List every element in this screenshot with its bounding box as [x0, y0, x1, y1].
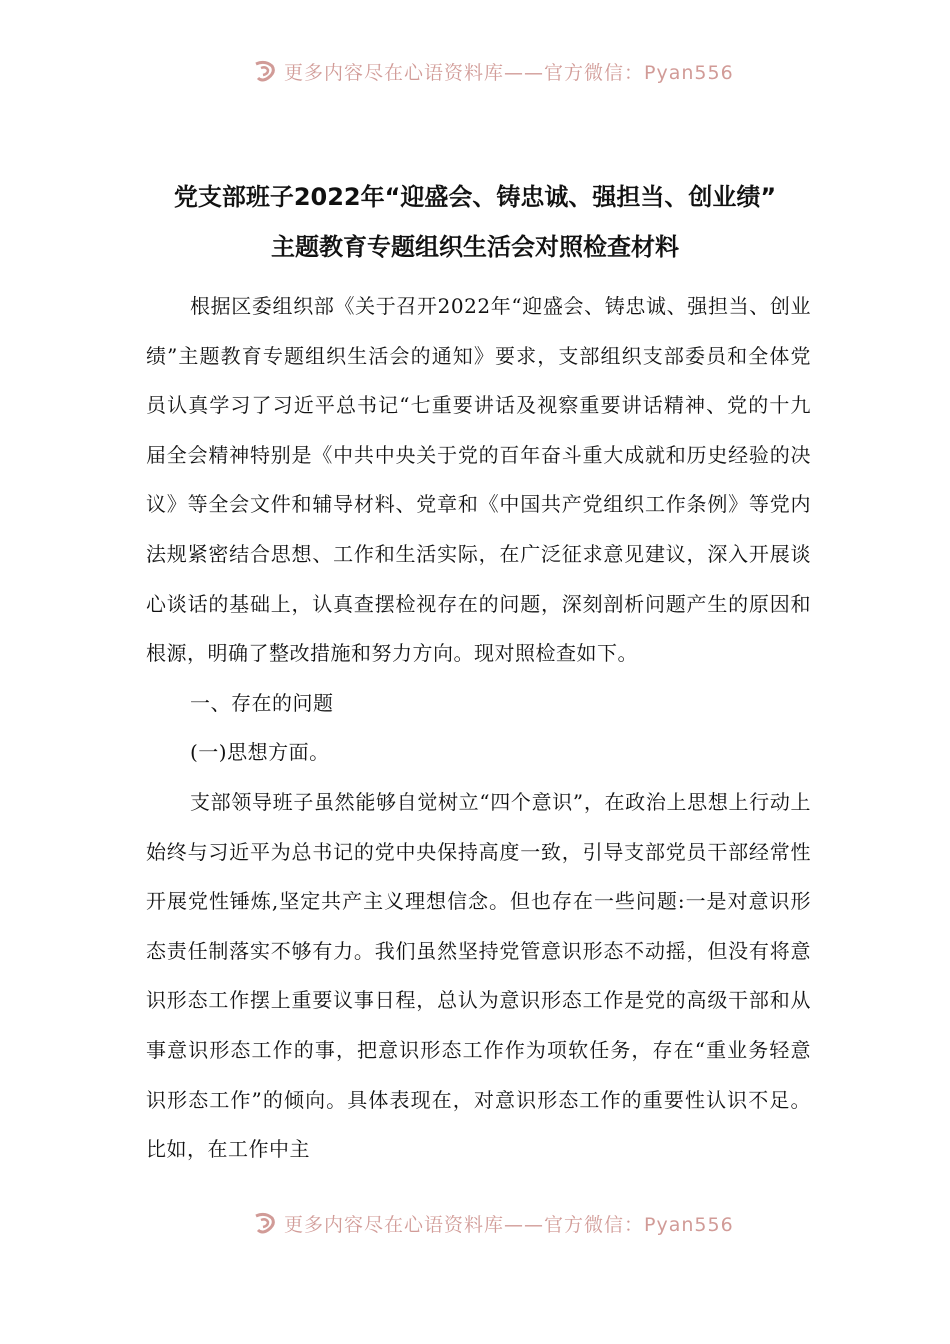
watermark-logo-icon	[252, 58, 278, 84]
subsection-heading: (一)思想方面。	[190, 740, 330, 765]
watermark-text: 更多内容尽在心语资料库——官方微信：Pyan556	[284, 61, 734, 84]
document-body	[146, 282, 811, 1175]
body-paragraph: 支部领导班子虽然能够自觉树立“四个意识”，在政治上思想上行动上始终与习近平为总书记的党中央保持高度一致，引导支部党员干部经常性开展党性锤炼,坚定共产主义理想信念。但也存在一些问题:一是对意识形态责任制落实不够有力。我们虽然坚持党管意识形态不动摇，但没有将意识形态工作摆上重要议事日程，总认为意识形态工作是党的高级干部和从事意识形态工作的事，把意识形态工作作为项软任务，存在“重业务轻意识形态工作”的倾向。具体表现在，对意识形态工作的重要性认识不足。比如，在工作中主	[146, 789, 811, 1162]
watermark-header	[252, 56, 812, 86]
document-title-line1: 党支部班子2022年“迎盛会、铸忠诚、强担当、创业绩”	[173, 183, 777, 211]
document-title-line2: 主题教育专题组织生活会对照检查材料	[271, 233, 679, 261]
watermark-text: 更多内容尽在心语资料库——官方微信：Pyan556	[284, 1213, 734, 1236]
watermark-footer	[252, 1208, 812, 1238]
intro-paragraph: 根据区委组织部《关于召开2022年“迎盛会、铸忠诚、强担当、创业绩”主题教育专题组织生活会的通知》要求，支部组织支部委员和全体党员认真学习了习近平总书记“七重要讲话及视察重要讲话精神、党的十九届全会精神特别是《中共中央关于党的百年奋斗重大成就和历史经验的决议》等全会文件和辅导材料、党章和《中国共产党组织工作条例》等党内法规紧密结合思想、工作和生活实际，在广泛征求意见建议，深入开展谈心谈话的基础上，认真查摆检视存在的问题，深刻剖析问题产生的原因和根源，明确了整改措施和努力方向。现对照检查如下。	[146, 294, 811, 666]
watermark-logo-icon	[252, 1210, 278, 1236]
section-heading: 一、存在的问题	[190, 690, 334, 715]
